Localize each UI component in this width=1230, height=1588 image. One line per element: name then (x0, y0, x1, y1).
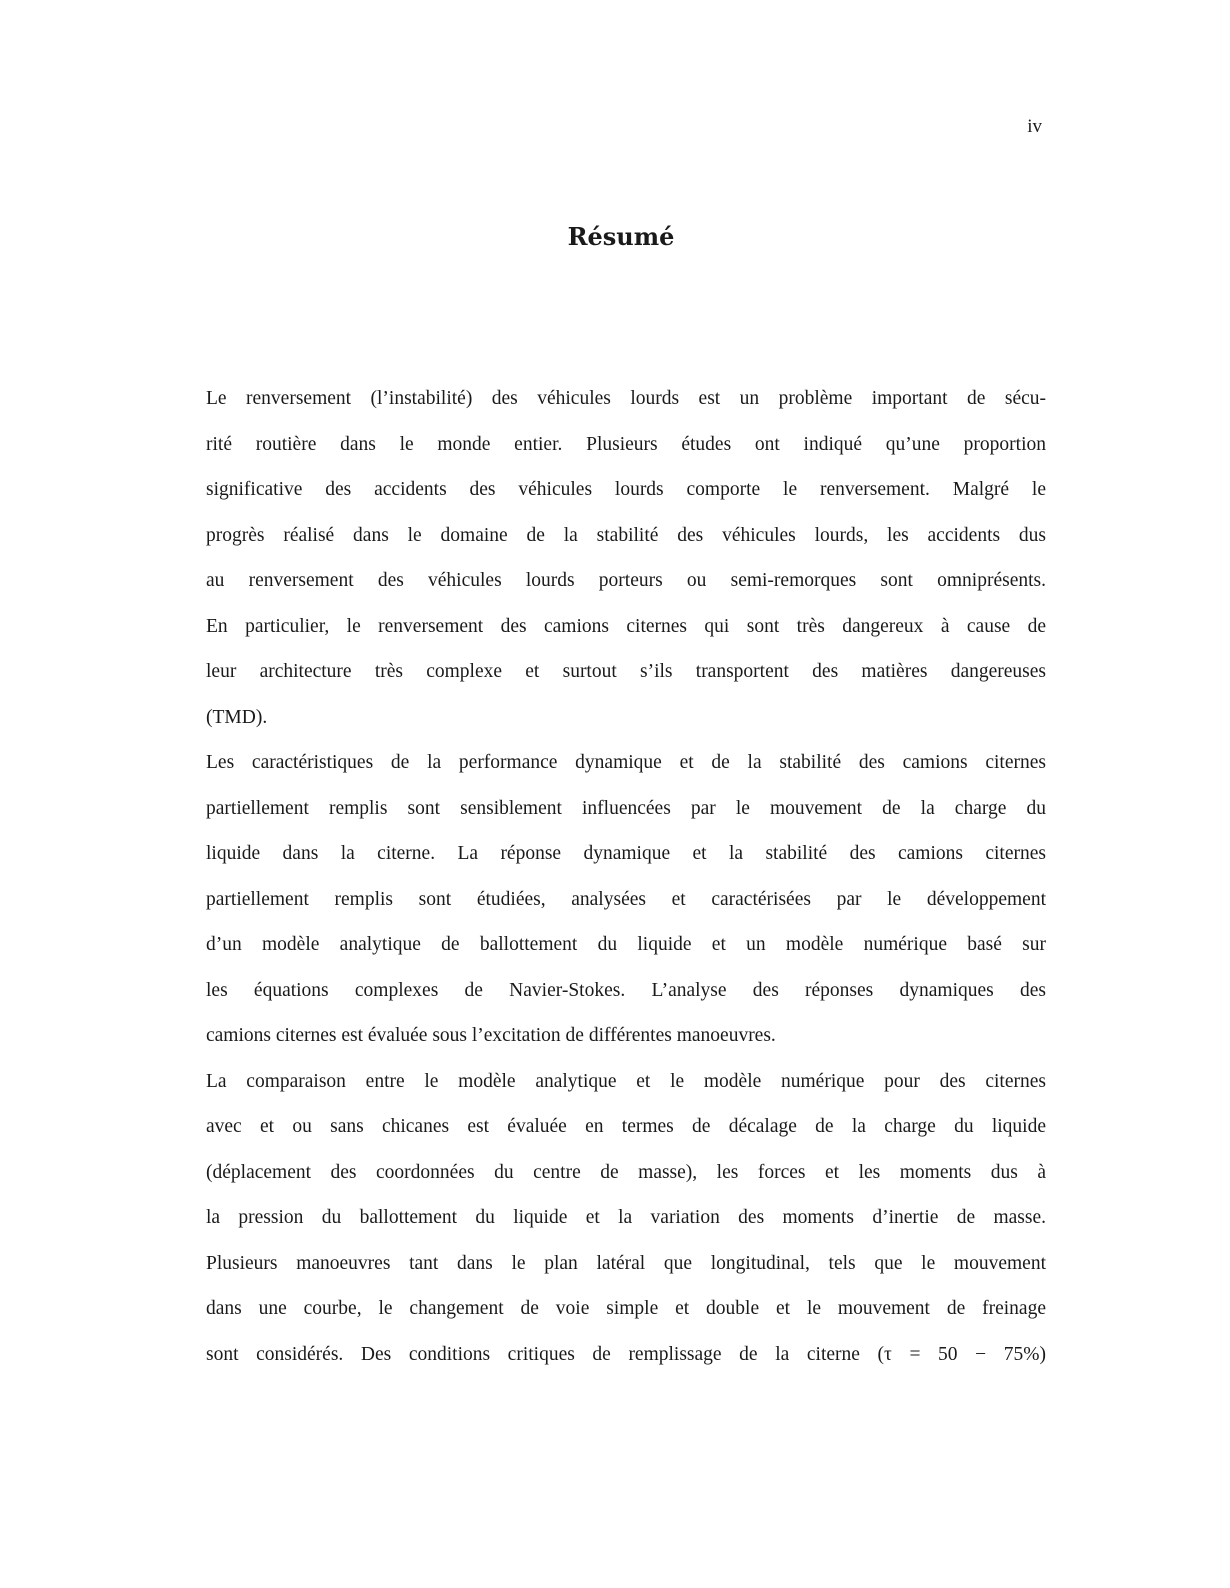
body-text (206, 376, 1046, 1377)
text-line: dans une courbe, le changement de voie simple et double et le mouvement de freinage (206, 1298, 1046, 1319)
text-line: les équations complexes de Navier-Stokes. L’analyse des réponses dynamiques des (206, 979, 1046, 1001)
text-line: d’un modèle analytique de ballottement du liquide et un modèle numérique basé sur (206, 934, 1046, 955)
text-line: rité routière dans le monde entier. Plusieurs études ont indiqué qu’une proportion (206, 433, 1046, 455)
text-line: significative des accidents des véhicules lourds comporte le renversement. Malgré le (206, 479, 1046, 500)
page-number: iv (1027, 116, 1042, 137)
paragraph-1 (206, 376, 1046, 740)
text-line: la pression du ballottement du liquide et la variation des moments d’inertie de masse. (206, 1207, 1046, 1228)
paragraph-2 (206, 740, 1046, 1059)
text-line: La comparaison entre le modèle analytique et le modèle numérique pour des citernes (206, 1070, 1046, 1092)
text-line: liquide dans la citerne. La réponse dynamique et la stabilité des camions citernes (206, 843, 1046, 864)
text-line: (TMD). (206, 706, 268, 728)
text-line: sont considérés. Des conditions critiques de remplissage de la citerne (τ = 50 − 75%) (206, 1343, 1046, 1365)
text-line: partiellement remplis sont sensiblement influencées par le mouvement de la charge du (206, 797, 1046, 819)
text-line: En particulier, le renversement des camions citernes qui sont très dangereux à cause de (206, 615, 1046, 637)
text-line: au renversement des véhicules lourds porteurs ou semi-remorques sont omniprésents. (206, 570, 1046, 591)
text-line: Le renversement (l’instabilité) des véhicules lourds est un problème important de sécu- (206, 388, 1046, 409)
paragraph-3 (206, 1059, 1046, 1378)
text-line: camions citernes est évaluée sous l’excitation de différentes manoeuvres. (206, 1025, 776, 1046)
text-line: Plusieurs manoeuvres tant dans le plan latéral que longitudinal, tels que le mouvement (206, 1252, 1046, 1274)
text-line: partiellement remplis sont étudiées, analysées et caractérisées par le développement (206, 888, 1046, 910)
text-line: avec et ou sans chicanes est évaluée en termes de décalage de la charge du liquide (206, 1116, 1046, 1137)
text-line: Les caractéristiques de la performance dynamique et de la stabilité des camions citernes (206, 752, 1046, 773)
text-line: progrès réalisé dans le domaine de la stabilité des véhicules lourds, les accidents dus (206, 524, 1046, 546)
text-line: (déplacement des coordonnées du centre de masse), les forces et les moments dus à (206, 1161, 1046, 1183)
text-line: leur architecture très complexe et surtout s’ils transportent des matières dangereuses (206, 661, 1046, 682)
page-title: Résumé (567, 222, 675, 251)
